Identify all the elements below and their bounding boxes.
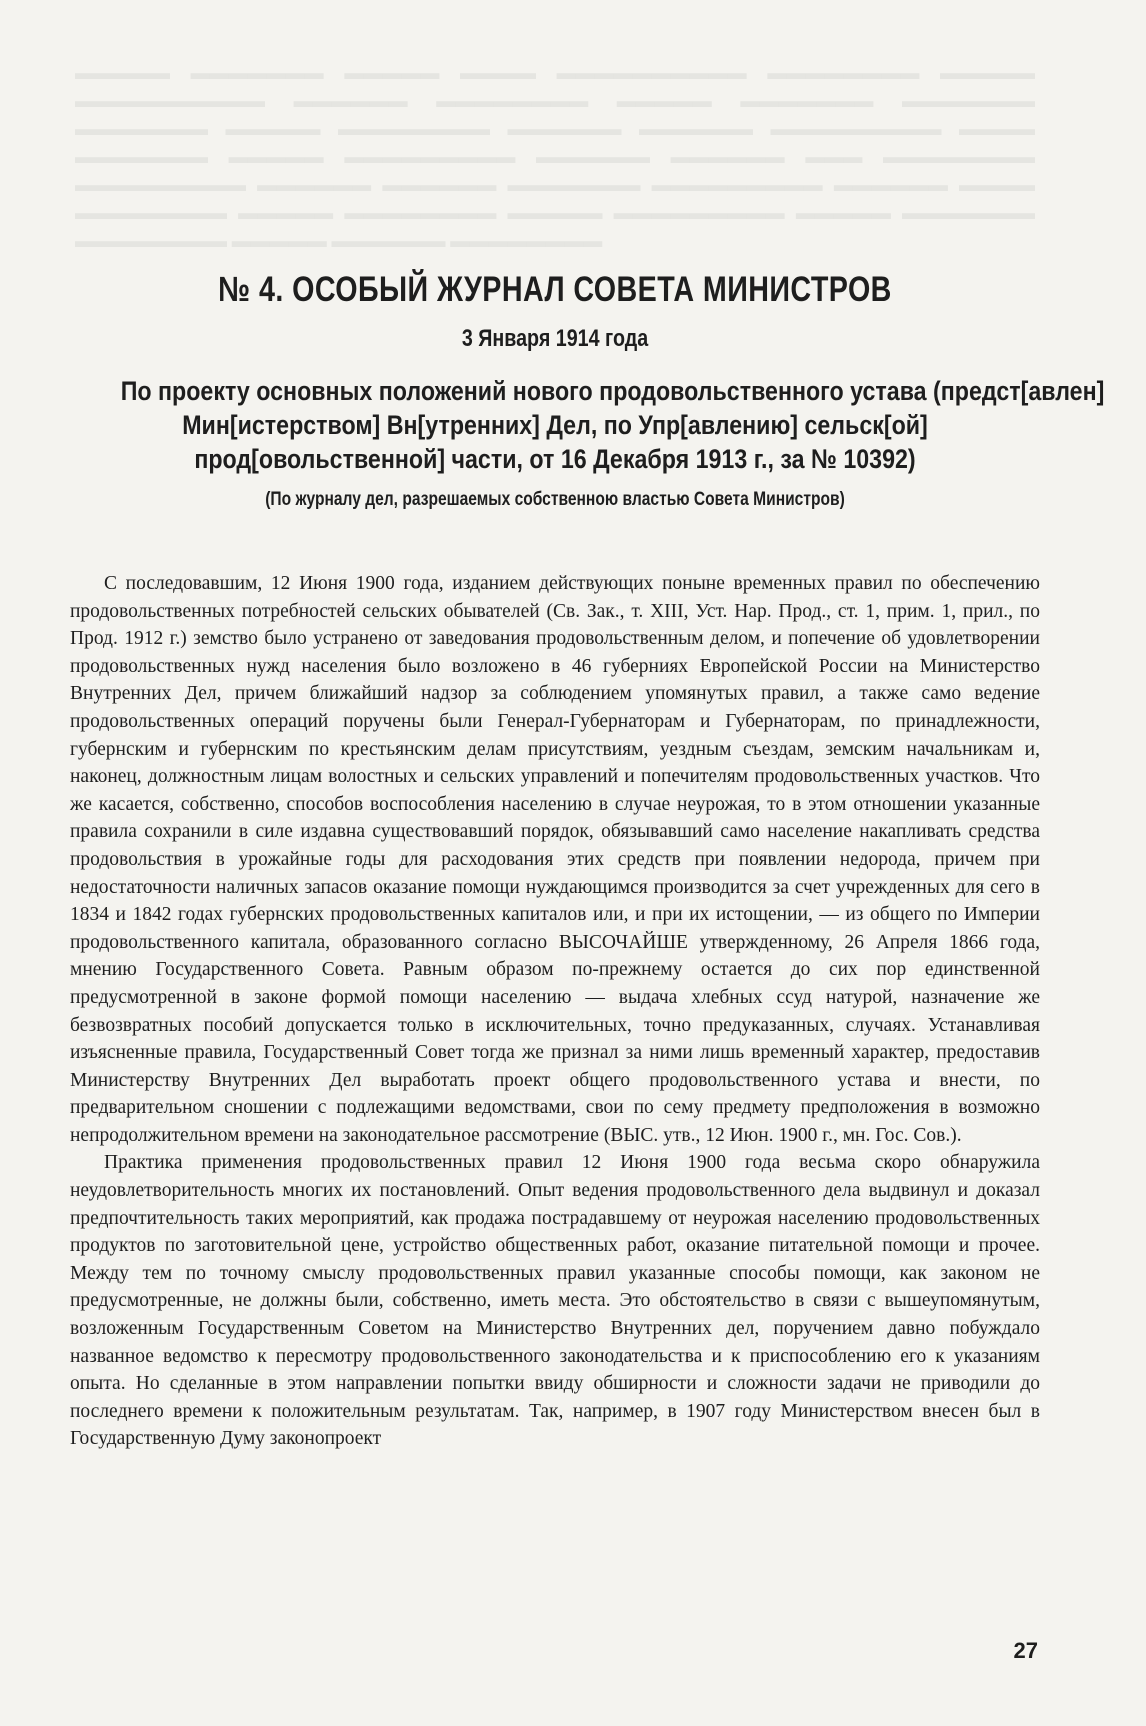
document-title: № 4. ОСОБЫЙ ЖУРНАЛ СОВЕТА МИНИСТРОВ (218, 270, 892, 309)
document-date: 3 Января 1914 года (461, 325, 649, 352)
body-paragraph: С последовавшим, 12 Июня 1900 года, изданием действующих поныне временных правил по обеспечению продовольственных потребностей сельских обывателей (Св. Зак., т. XIII, Уст. Нар. Прод., ст. 1, прим. 1, прил., по Прод. 1912 г.) земство было устранено от заведования продовольственным делом, и попечение об удовлетворении продовольственных нужд населения было возложено в 46 губерниях Европейской России на Министерство Внутренних Дел, причем ближайший надзор за соблюдением упомянутых правил, а также само ведение продовольственных операций поручены были Генерал-Губернаторам и Губернаторам, по принадлежности, губернским и губернским по крестьянским делам присутствиям, уездным съездам, земским начальникам и, наконец, должностным лицам волостных и сельских управлений и попечителям продовольственных участков. Что же касается, собственно, способов воспособления населению в случае неурожая, то в этом отношении указанные правила сохранили в силе издавна существовавший порядок, обязывавший само население накапливать средства продовольствия в урожайные годы для расходования этих средств при появлении недорода, причем при недостаточности наличных запасов оказание помощи нуждающимся производится за счет учрежденных для сего в 1834 и 1842 годах губернских продовольственных капиталов или, и при их истощении, — из общего по Империи продовольственного капитала, образованного согласно ВЫСОЧАЙШЕ утвержденному, 26 Апреля 1866 года, мнению Государственного Совета. Равным образом по-прежнему остается до сих пор единственной предусмотренной в законе формой помощи населению — выдача хлебных ссуд натурой, назначение же безвозвратных пособий допускается только в исключительных, точно предуказанных, случаях. Устанавливая изъясненные правила, Государственный Совет тогда же признал за ними лишь временный характер, предоставив Министерству Внутренних Дел выработать проект общего продовольственного устава и внести, по предварительном сношении с подлежащими ведомствами, свои по сему предмету предположения в возможно непродолжительном времени на законодательное рассмотрение (ВЫС. утв., 12 Июн. 1900 г., мн. Гос. Сов.). (70, 573, 1040, 1146)
subject-line: По проекту основных положений нового продовольственного устава (предст[авлен] (120, 376, 1105, 406)
subject-line: Мин[истерством] Вн[утренних] Дел, по Упр[авлению] сельск[ой] (182, 410, 928, 440)
page-number: 27 (1013, 1638, 1038, 1663)
document-body (70, 570, 1040, 1453)
subject-line: прод[овольственной] части, от 16 Декабря 1913 г., за № 10392) (194, 444, 916, 474)
document-subject (120, 374, 1105, 476)
document-page (70, 270, 1105, 1453)
body-paragraph: Практика применения продовольственных правил 12 Июня 1900 года весьма скоро обнаружила неудовлетворительность многих их постановлений. Опыт ведения продовольственного дела выдвинул и доказал предпочтительность таких мероприятий, как продажа пострадавшему от неурожая населению продовольственных продуктов по заготовительной цене, устройство общественных работ, оказание питательной помощи и прочее. Между тем по точному смыслу продовольственных правил указанные способы помощи, как законом не предусмотренные, не должны были, собственно, иметь места. Это обстоятельство в связи с вышеупомянутым, возложенным Государственным Советом на Министерство Внутренних дел, поручением давно побуждало названное ведомство к пересмотру продовольственного законодательства и к приспособлению его к указаниям опыта. Но сделанные в этом направлении попытки ввиду обширности и сложности задачи не приводили до последнего времени к положительным результатам. Так, например, в 1907 году Министерством внесен был в Государственную Думу законопроект (70, 1152, 1040, 1450)
bleed-through-text: ▬▬▬▬▬ ▬▬▬▬▬▬▬ ▬▬▬▬▬ ▬▬▬▬ ▬▬▬▬▬▬▬▬▬▬ ▬▬▬▬▬▬▬▬ ▬▬▬▬▬ ▬▬▬▬▬▬▬▬▬▬ ▬▬▬▬▬▬ ▬▬▬▬▬▬▬▬ ▬▬▬▬▬ ▬▬▬▬▬▬▬ ▬▬▬▬▬▬▬ ▬▬▬▬▬▬▬ ▬▬▬▬▬ ▬▬▬▬▬▬▬▬ ▬▬▬▬▬▬ ▬▬▬▬▬▬ ▬▬▬▬▬▬▬▬▬ ▬▬▬▬ ▬▬▬▬▬▬▬ ▬▬▬▬▬ ▬▬▬▬▬▬▬▬▬ ▬▬▬▬▬▬ ▬▬▬▬▬▬ ▬▬▬ ▬▬▬▬▬▬▬▬ ▬▬▬▬▬▬▬▬▬ ▬▬▬▬▬▬ ▬▬▬▬▬▬ ▬▬▬▬▬▬▬ ▬▬▬▬▬▬▬▬▬ ▬▬▬▬▬▬ ▬▬▬▬ ▬▬▬▬▬▬▬▬ ▬▬▬▬▬ ▬▬▬▬▬▬▬▬ ▬▬▬▬▬ ▬▬▬▬▬▬▬▬▬ ▬▬▬▬▬ ▬▬▬▬▬▬▬ ▬▬▬▬▬▬▬▬ ▬▬▬▬▬ ▬▬▬▬▬▬ ▬▬▬▬▬▬▬▬ (75, 63, 1035, 252)
document-note: (По журналу дел, разрешаемых собственною властью Совета Министров) (265, 489, 845, 510)
